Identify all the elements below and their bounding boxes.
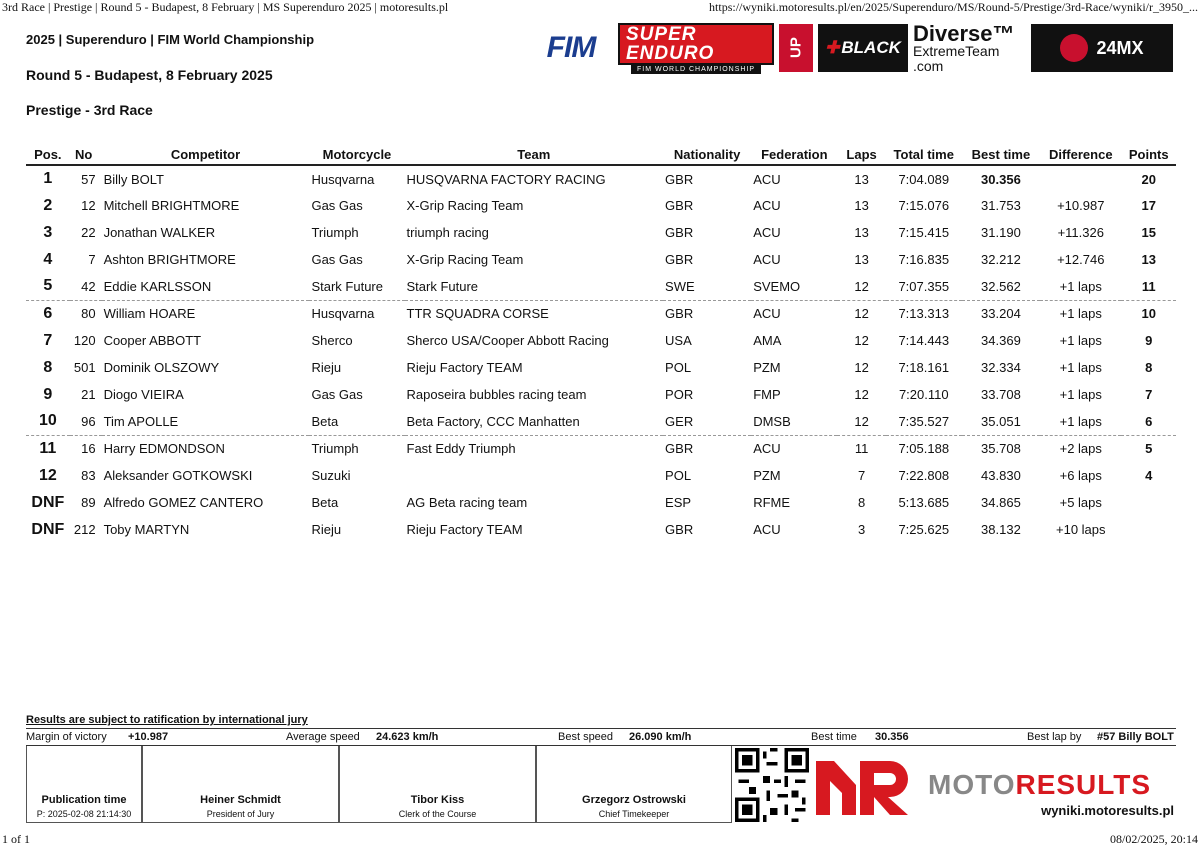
motorcycle-cell: Gas Gas <box>311 387 363 402</box>
pos-cell: 11 <box>39 439 57 457</box>
nationality-cell: USA <box>665 333 692 348</box>
total-time-cell: 7:04.089 <box>898 171 950 187</box>
team-cell: HUSQVARNA FACTORY RACING <box>406 171 606 187</box>
pos-cell: 10 <box>26 408 70 435</box>
points-cell: 9 <box>1145 333 1153 348</box>
col-header-pos: Pos. <box>26 145 70 165</box>
number-cell: 120 <box>73 333 96 348</box>
difference-cell <box>1040 165 1121 192</box>
superenduro-logo <box>618 24 774 72</box>
motorcycle-cell: Gas Gas <box>311 198 363 213</box>
superenduro-logo-bottom: FIM WORLD CHAMPIONSHIP <box>631 65 761 74</box>
laps-cell: 12 <box>854 306 869 322</box>
laps-cell: 13 <box>854 225 869 240</box>
total-time-cell: 7:16.835 <box>898 252 950 267</box>
laps-cell: 7 <box>857 468 866 483</box>
pos-cell: 6 <box>43 304 53 322</box>
signature-box-timekeeper <box>536 746 732 823</box>
best-time-value: 30.356 <box>875 731 909 743</box>
motoresults-emblem-icon <box>816 753 912 815</box>
laps-cell: 12 <box>854 360 869 375</box>
federation-cell: ACU <box>753 441 781 457</box>
col-header-difference: Difference <box>1040 145 1121 165</box>
team-cell: X-Grip Racing Team <box>406 198 524 213</box>
team-cell: Beta Factory, CCC Manhatten <box>405 408 664 435</box>
class-race-title: Prestige - 3rd Race <box>26 102 153 118</box>
nationality-cell: GBR <box>665 441 694 457</box>
nationality-cell: GBR <box>665 198 694 213</box>
total-time-cell: 7:14.443 <box>898 333 950 348</box>
round-title: Round 5 - Budapest, 8 February 2025 <box>26 67 273 83</box>
timekeeper-name: Grzegorz Ostrowski <box>582 794 686 806</box>
difference-cell: +10.987 <box>1057 198 1105 213</box>
team-cell: Stark Future <box>405 273 664 300</box>
pos-cell: 4 <box>43 250 53 268</box>
points-cell: 6 <box>1121 408 1176 435</box>
difference-cell: +1 laps <box>1059 387 1102 402</box>
number-cell: 80 <box>81 306 96 322</box>
motorcycle-cell: Husqvarna <box>311 306 375 322</box>
team-cell: Rieju Factory TEAM <box>406 522 523 537</box>
best-time-cell: 32.334 <box>981 360 1021 375</box>
motorcycle-cell: Stark Future <box>309 273 404 300</box>
results-table <box>26 145 1176 543</box>
total-time-cell: 7:05.188 <box>898 441 950 457</box>
difference-cell: +6 laps <box>1059 468 1102 483</box>
difference-cell: +2 laps <box>1059 441 1102 457</box>
nationality-cell: POR <box>665 387 694 402</box>
team-cell: TTR SQUADRA CORSE <box>406 306 549 322</box>
best-time-cell: 32.212 <box>981 252 1021 267</box>
difference-cell: +5 laps <box>1059 495 1102 510</box>
speedup-logo: UP <box>779 24 813 72</box>
number-cell: 89 <box>81 495 96 510</box>
points-cell: 11 <box>1121 273 1176 300</box>
table-row <box>26 408 1176 435</box>
print-header-title: 3rd Race | Prestige | Round 5 - Budapest, 8 February | MS Superenduro 2025 | motoresults.pl <box>2 0 449 14</box>
team-cell: Raposeira bubbles racing team <box>406 387 587 402</box>
nationality-cell: GBR <box>665 252 694 267</box>
signature-box-jury <box>142 746 339 823</box>
best-time-cell: 31.190 <box>981 225 1021 240</box>
difference-cell: +1 laps <box>1059 306 1102 322</box>
avg-speed-label: Average speed <box>286 731 360 743</box>
pos-cell: 8 <box>43 358 53 376</box>
print-header <box>0 0 1200 16</box>
difference-cell: +1 laps <box>1040 273 1121 300</box>
points-cell: 7 <box>1145 387 1153 402</box>
nationality-cell: GBR <box>665 306 694 322</box>
championship-title: 2025 | Superenduro | FIM World Championship <box>26 32 315 47</box>
signature-box-clerk <box>339 746 536 823</box>
difference-cell: +11.326 <box>1057 225 1104 240</box>
total-time-cell: 7:07.355 <box>886 273 962 300</box>
pos-cell: DNF <box>31 520 65 538</box>
24mx-badge-icon <box>1060 34 1088 62</box>
total-time-cell: 7:15.076 <box>898 198 950 213</box>
competitor-cell: Toby MARTYN <box>103 522 190 537</box>
competitor-cell: Alfredo GOMEZ CANTERO <box>103 495 264 510</box>
clerk-name: Tibor Kiss <box>410 794 465 806</box>
col-header-no: No <box>70 145 102 165</box>
col-header-team: Team <box>405 145 664 165</box>
table-row <box>26 273 1176 300</box>
pos-cell: 3 <box>43 223 53 241</box>
laps-cell: 8 <box>857 495 866 510</box>
federation-cell: ACU <box>753 306 781 322</box>
federation-cell: ACU <box>753 252 781 267</box>
difference-cell: +1 laps <box>1040 408 1121 435</box>
federation-cell: ACU <box>753 171 781 187</box>
competitor-cell: Billy BOLT <box>103 171 164 187</box>
timekeeper-role: Chief Timekeeper <box>598 809 670 819</box>
col-header-competitor: Competitor <box>102 145 310 165</box>
publication-time: P: 2025-02-08 21:14:30 <box>36 809 132 819</box>
laps-cell: 12 <box>837 408 885 435</box>
superenduro-logo-top: SUPER ENDURO <box>618 23 774 65</box>
competitor-cell: Diogo VIEIRA <box>103 387 184 402</box>
federation-cell: SVEMO <box>751 273 837 300</box>
competitor-cell: William HOARE <box>103 306 196 322</box>
margin-label: Margin of victory <box>26 731 107 743</box>
points-cell: 5 <box>1145 441 1153 457</box>
team-cell <box>405 462 664 489</box>
federation-cell: DMSB <box>751 408 837 435</box>
fim-logo: FIM <box>546 31 596 64</box>
competitor-cell: Eddie KARLSSON <box>102 273 310 300</box>
diverse-logo <box>913 20 1026 74</box>
col-header-motorcycle: Motorcycle <box>309 145 404 165</box>
print-datetime: 08/02/2025, 20:14 <box>1109 832 1198 846</box>
best-speed-value: 26.090 km/h <box>629 731 692 743</box>
black-energy-mark-icon: ✚ <box>825 38 840 57</box>
nationality-cell: ESP <box>665 495 692 510</box>
laps-cell: 12 <box>837 273 885 300</box>
laps-cell: 13 <box>854 198 869 213</box>
nationality-cell: GER <box>663 408 751 435</box>
points-cell: 13 <box>1141 252 1156 267</box>
team-cell: Rieju Factory TEAM <box>406 360 523 375</box>
motorcycle-cell: Triumph <box>311 225 359 240</box>
table-row <box>26 219 1176 246</box>
competitor-cell: Cooper ABBOTT <box>103 333 202 348</box>
number-cell: 212 <box>73 522 96 537</box>
best-speed-label: Best speed <box>558 731 614 743</box>
col-header-total-time: Total time <box>886 145 962 165</box>
total-time-cell: 7:25.625 <box>898 522 950 537</box>
motorcycle-cell: Rieju <box>311 522 342 537</box>
competitor-cell: Tim APOLLE <box>102 408 310 435</box>
pos-cell: DNF <box>31 493 65 511</box>
brand-part-moto: MOTO <box>928 769 1016 800</box>
number-cell: 96 <box>70 408 102 435</box>
pos-cell: 2 <box>43 196 53 214</box>
laps-cell: 3 <box>857 522 866 537</box>
publication-box <box>26 746 142 823</box>
number-cell: 22 <box>81 225 96 240</box>
diverse-logo-1: Diverse™ <box>913 20 1015 46</box>
nationality-cell: GBR <box>665 522 694 537</box>
motorcycle-cell: Suzuki <box>311 468 351 483</box>
clerk-role: Clerk of the Course <box>398 809 477 819</box>
number-cell: 57 <box>81 171 96 187</box>
best-time-cell: 30.356 <box>981 171 1021 187</box>
black-energy-logo <box>818 24 908 72</box>
col-header-points: Points <box>1121 145 1176 165</box>
points-cell: 8 <box>1145 360 1153 375</box>
pos-cell: 12 <box>38 466 57 484</box>
motorcycle-cell: Gas Gas <box>311 252 363 267</box>
difference-cell: +1 laps <box>1059 333 1102 348</box>
results-header-row <box>26 145 1176 165</box>
laps-cell: 11 <box>854 441 869 457</box>
24mx-logo <box>1031 24 1173 72</box>
team-cell: Fast Eddy Triumph <box>406 441 516 457</box>
nationality-cell: POL <box>665 360 692 375</box>
table-row <box>26 354 1176 381</box>
federation-cell: PZM <box>753 360 781 375</box>
motorcycle-cell: Beta <box>311 495 339 510</box>
points-cell: 20 <box>1141 171 1156 187</box>
table-row <box>26 462 1176 489</box>
best-time-cell: 43.830 <box>981 468 1021 483</box>
best-time-label: Best time <box>811 731 857 743</box>
24mx-text: 24MX <box>1096 37 1144 58</box>
col-header-federation: Federation <box>751 145 837 165</box>
total-time-cell: 7:20.110 <box>898 387 949 402</box>
total-time-cell: 7:35.527 <box>886 408 962 435</box>
motorcycle-cell: Rieju <box>311 360 342 375</box>
best-time-cell: 35.051 <box>962 408 1040 435</box>
print-footer <box>0 832 1200 847</box>
team-cell: triumph racing <box>406 225 489 240</box>
team-cell: AG Beta racing team <box>406 495 528 510</box>
best-time-cell: 38.132 <box>981 522 1021 537</box>
total-time-cell: 7:18.161 <box>898 360 950 375</box>
motorcycle-cell: Sherco <box>311 333 353 348</box>
team-cell: Sherco USA/Cooper Abbott Racing <box>406 333 609 348</box>
ratification-note: Results are subject to ratification by international jury <box>26 714 308 726</box>
page-count: 1 of 1 <box>2 832 30 846</box>
laps-cell: 12 <box>854 333 869 348</box>
qr-code-icon <box>735 748 809 822</box>
diverse-logo-2: ExtremeTeam <box>913 42 1000 59</box>
table-row <box>26 165 1176 192</box>
number-cell: 83 <box>81 468 96 483</box>
federation-cell: ACU <box>753 225 781 240</box>
motoresults-url: wyniki.motoresults.pl <box>1041 803 1174 818</box>
federation-cell: FMP <box>753 387 781 402</box>
motorcycle-cell: Beta <box>309 408 404 435</box>
avg-speed-value: 24.623 km/h <box>376 731 439 743</box>
motorcycle-cell: Triumph <box>311 441 359 457</box>
total-time-cell: 7:13.313 <box>898 306 950 322</box>
pos-cell: 1 <box>43 170 53 187</box>
nationality-cell: SWE <box>663 273 751 300</box>
laps-cell: 13 <box>854 171 869 187</box>
total-time-cell: 7:15.415 <box>898 225 950 240</box>
best-time-cell: 34.865 <box>981 495 1021 510</box>
team-cell: X-Grip Racing Team <box>406 252 524 267</box>
table-row <box>26 489 1176 516</box>
federation-cell: PZM <box>753 468 781 483</box>
difference-cell: +1 laps <box>1059 360 1102 375</box>
best-lap-label: Best lap by <box>1027 731 1082 743</box>
print-header-url: https://wyniki.motoresults.pl/en/2025/Superenduro/MS/Round-5/Prestige/3rd-Race/wyniki/r_3950_... <box>709 0 1198 14</box>
best-lap-value: #57 Billy BOLT <box>1097 731 1174 743</box>
motoresults-wordmark <box>928 769 1151 801</box>
best-time-cell: 31.753 <box>981 198 1021 213</box>
diverse-logo-3: .com <box>913 57 944 74</box>
margin-value: +10.987 <box>128 731 169 743</box>
nationality-cell: GBR <box>665 225 694 240</box>
table-row <box>26 327 1176 354</box>
competitor-cell: Harry EDMONDSON <box>103 441 225 457</box>
best-time-cell: 32.562 <box>962 273 1040 300</box>
pos-cell: 7 <box>43 331 53 349</box>
number-cell: 16 <box>81 441 96 457</box>
best-time-cell: 33.204 <box>981 306 1021 322</box>
federation-cell: AMA <box>753 333 782 348</box>
nationality-cell: POL <box>665 468 692 483</box>
jury-president-name: Heiner Schmidt <box>200 794 281 806</box>
publication-label: Publication time <box>41 794 127 806</box>
number-cell: 42 <box>70 273 102 300</box>
federation-cell: ACU <box>753 522 781 537</box>
col-header-laps: Laps <box>837 145 885 165</box>
difference-cell: +10 laps <box>1056 522 1106 537</box>
table-row <box>26 381 1176 408</box>
points-cell: 15 <box>1141 225 1156 240</box>
col-header-nationality: Nationality <box>663 145 751 165</box>
sponsor-logos <box>530 20 1175 74</box>
table-row <box>26 435 1176 462</box>
best-time-cell: 35.708 <box>981 441 1021 457</box>
number-cell: 7 <box>88 252 96 267</box>
total-time-cell: 5:13.685 <box>898 495 950 510</box>
total-time-cell: 7:22.808 <box>898 468 950 483</box>
points-cell: 17 <box>1141 198 1156 213</box>
nationality-cell: GBR <box>665 171 694 187</box>
best-time-cell: 34.369 <box>981 333 1021 348</box>
number-cell: 501 <box>73 360 96 375</box>
footer-box <box>26 728 1176 822</box>
pos-cell: 5 <box>26 273 70 300</box>
stats-row <box>26 729 1176 746</box>
competitor-cell: Mitchell BRIGHTMORE <box>103 198 240 213</box>
motorcycle-cell: Husqvarna <box>311 171 375 187</box>
pos-cell: 9 <box>43 385 53 403</box>
difference-cell: +12.746 <box>1057 252 1105 267</box>
laps-cell: 13 <box>854 252 869 267</box>
points-cell <box>1121 489 1176 516</box>
best-time-cell: 33.708 <box>981 387 1021 402</box>
table-row <box>26 246 1176 273</box>
number-cell: 12 <box>81 198 96 213</box>
competitor-cell: Aleksander GOTKOWSKI <box>103 468 253 483</box>
black-energy-text: BLACK <box>841 38 901 57</box>
competitor-cell: Jonathan WALKER <box>103 225 216 240</box>
federation-cell: ACU <box>753 198 781 213</box>
competitor-cell: Dominik OLSZOWY <box>103 360 220 375</box>
competitor-cell: Ashton BRIGHTMORE <box>103 252 236 267</box>
col-header-best-time: Best time <box>962 145 1040 165</box>
points-cell: 10 <box>1141 306 1156 322</box>
federation-cell: RFME <box>753 495 791 510</box>
laps-cell: 12 <box>854 387 869 402</box>
table-row <box>26 516 1176 543</box>
brand-part-results: RESULTS <box>1015 769 1152 800</box>
jury-president-role: President of Jury <box>206 809 275 819</box>
points-cell: 4 <box>1145 468 1153 483</box>
number-cell: 21 <box>81 387 96 402</box>
table-row <box>26 192 1176 219</box>
points-cell <box>1121 516 1176 543</box>
table-row <box>26 300 1176 327</box>
